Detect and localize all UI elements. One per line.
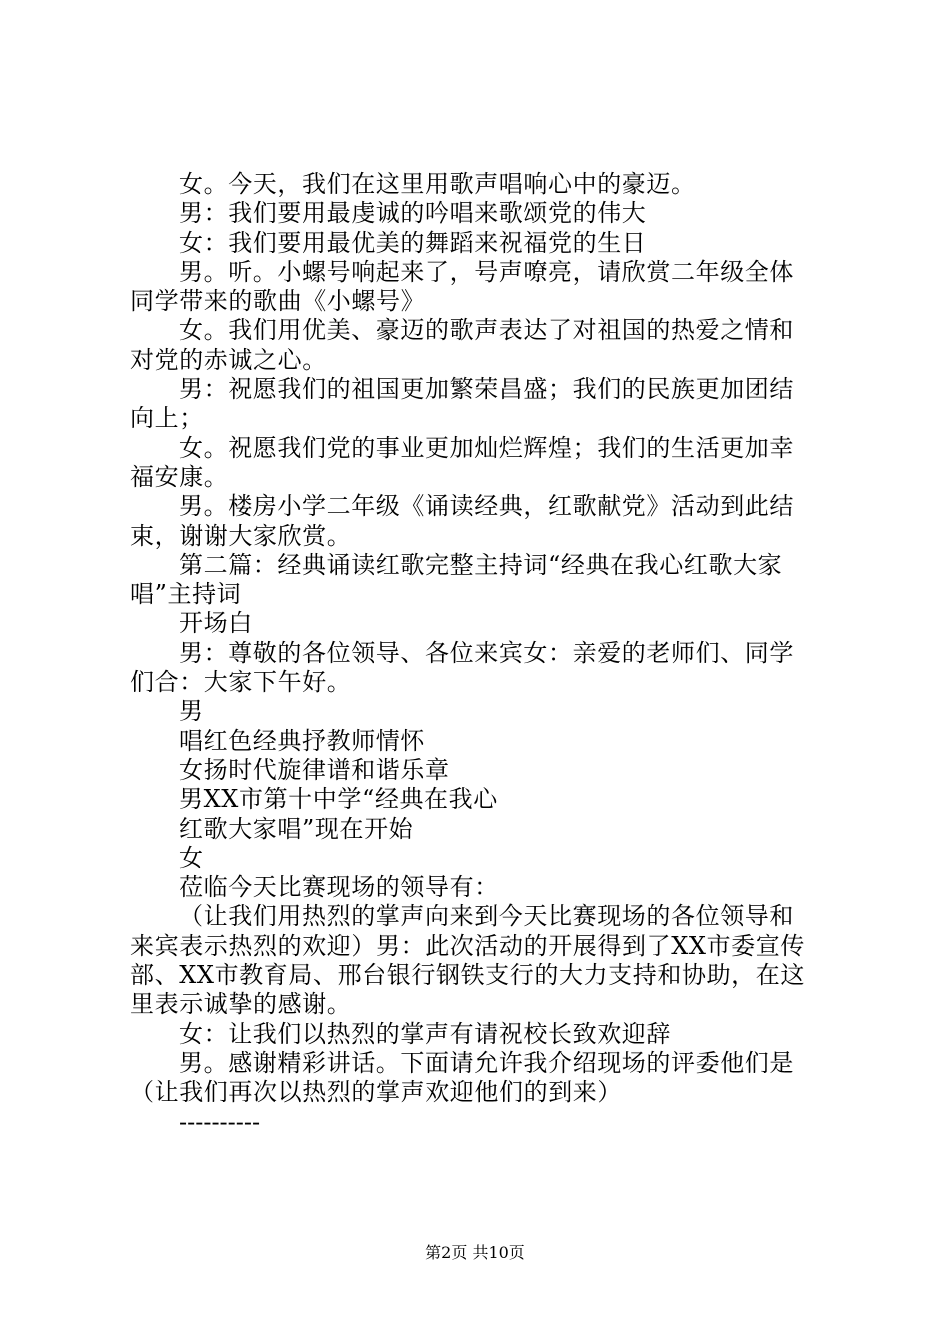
text-line: 女。今天，我们在这里用歌声唱响心中的豪迈。	[179, 170, 696, 198]
text-line: 男。听。小螺号响起来了，号声嘹亮，请欣赏二年级全体	[179, 257, 794, 286]
separator-line: ----------	[179, 1107, 261, 1136]
text-line: （让我们用热烈的掌声向来到今天比赛现场的各位领导和	[179, 902, 794, 931]
text-line: 男：尊敬的各位领导、各位来宾女：亲爱的老师们、同学	[179, 638, 794, 667]
section-heading: 第二篇：经典诵读红歌完整主持词“经典在我心红歌大家	[179, 550, 783, 579]
text-line: 同学带来的歌曲《小螺号》	[130, 287, 426, 316]
text-line: 男	[179, 697, 204, 726]
text-line: 束，谢谢大家欣赏。	[130, 521, 352, 550]
document-body	[130, 170, 830, 1137]
text-line: 男：祝愿我们的祖国更加繁荣昌盛；我们的民族更加团结	[179, 375, 794, 404]
text-line: 向上；	[130, 404, 204, 433]
text-line: （让我们再次以热烈的掌声欢迎他们的到来）	[130, 1078, 622, 1107]
text-line: 们合：大家下午好。	[130, 668, 352, 697]
text-line: 里表示诚挚的感谢。	[130, 990, 352, 1019]
text-line: 福安康。	[130, 462, 229, 491]
text-line: 红歌大家唱”现在开始	[179, 814, 414, 843]
text-line: 女扬时代旋律谱和谐乐章	[179, 755, 450, 784]
text-line: 来宾表示热烈的欢迎）男：此次活动的开展得到了XX市委宣传	[130, 931, 805, 960]
page-footer: 第2页 共10页	[425, 1243, 525, 1262]
text-line: 男：我们要用最虔诚的吟唱来歌颂党的伟大	[179, 199, 647, 228]
text-line: 男XX市第十中学“经典在我心	[179, 785, 498, 814]
text-line: 部、XX市教育局、邢台银行钢铁支行的大力支持和协助，在这	[130, 961, 805, 990]
text-line: 莅临今天比赛现场的领导有：	[179, 873, 499, 902]
text-line: 女。祝愿我们党的事业更加灿烂辉煌；我们的生活更加幸	[179, 433, 794, 462]
text-line: 男。感谢精彩讲话。下面请允许我介绍现场的评委他们是	[179, 1048, 794, 1077]
text-line: 男。楼房小学二年级《诵读经典，红歌献党》活动到此结	[179, 492, 794, 521]
text-line: 开场白	[179, 609, 253, 638]
text-line: 女：我们要用最优美的舞蹈来祝福党的生日	[179, 228, 647, 257]
text-line: 唱”主持词	[130, 580, 242, 609]
text-line: 女	[179, 843, 204, 872]
text-line: 对党的赤诚之心。	[130, 345, 327, 374]
text-line: 女。我们用优美、豪迈的歌声表达了对祖国的热爱之情和	[179, 316, 794, 345]
text-line: 唱红色经典抒教师情怀	[179, 726, 425, 755]
text-line: 女：让我们以热烈的掌声有请祝校长致欢迎辞	[179, 1019, 671, 1048]
